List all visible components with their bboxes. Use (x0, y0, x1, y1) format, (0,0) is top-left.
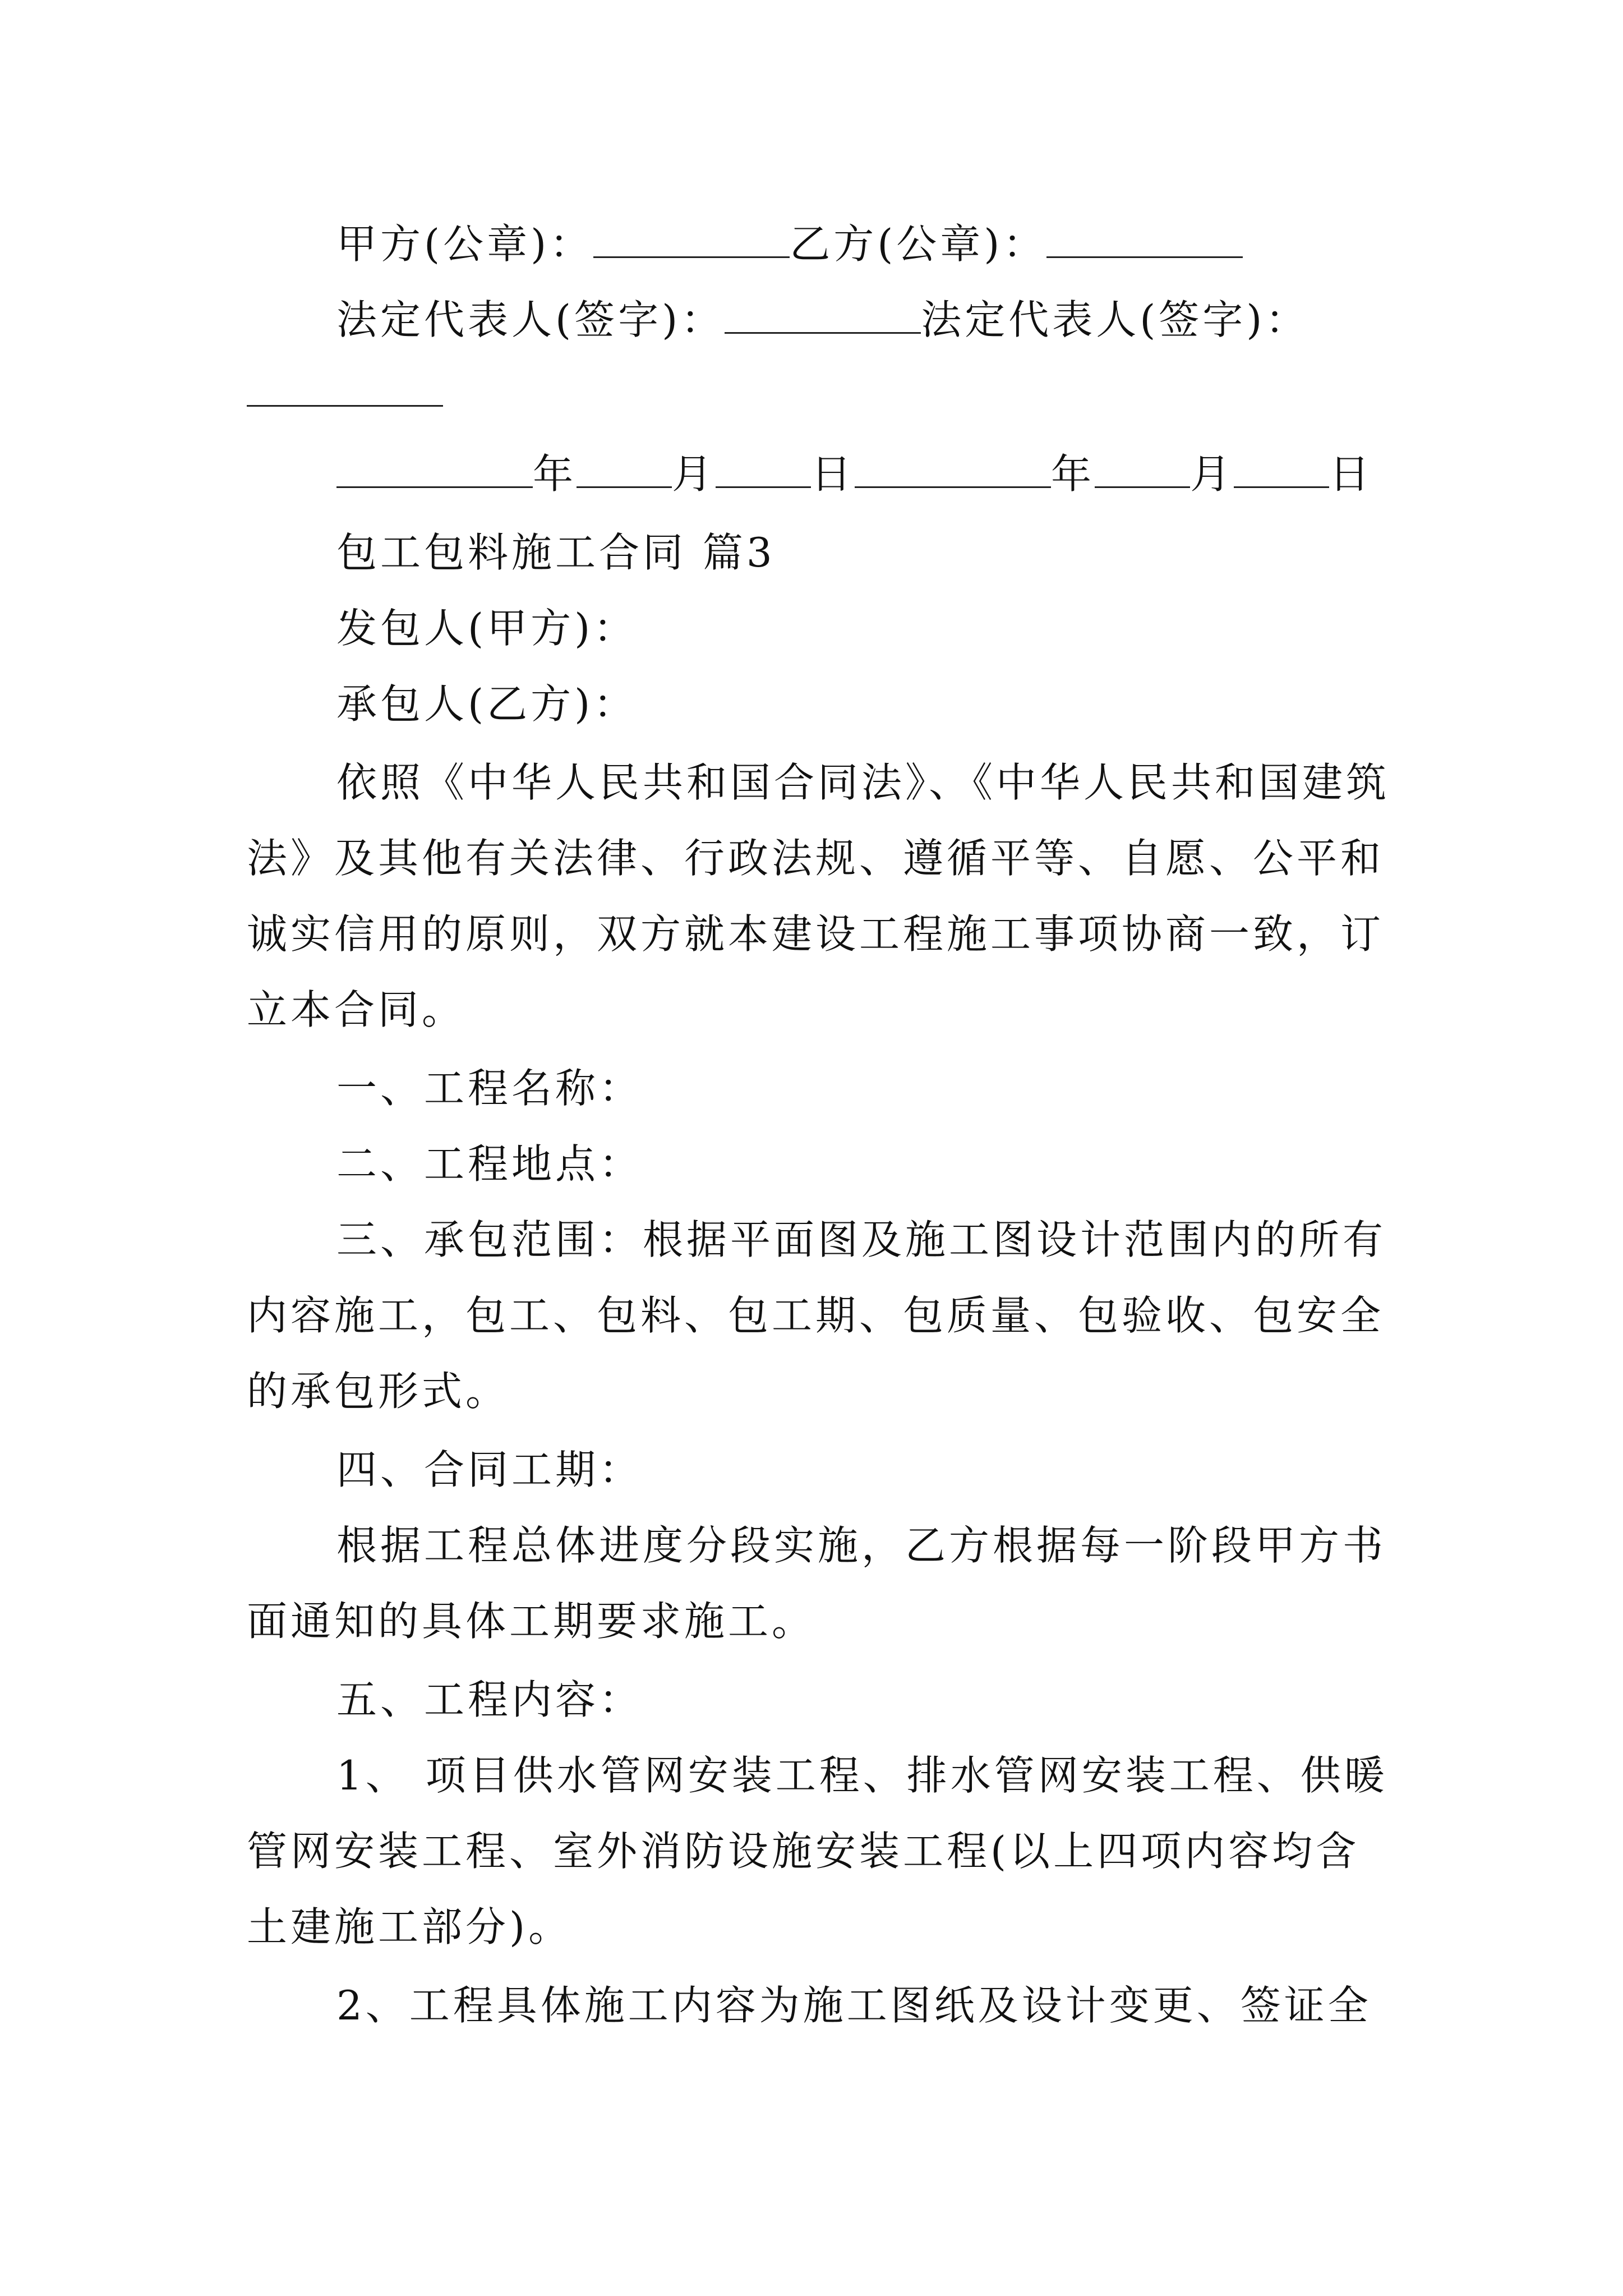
date-a-year-blank (336, 452, 533, 488)
clause-scope-line-3: 的承包形式。 (247, 1368, 510, 1415)
date-b-month-blank (1095, 452, 1190, 488)
preamble-line-1: 依照《中华人民共和国合同法》、《中华人民共和国建筑 (336, 759, 1390, 806)
party-b-seal-blank (1046, 222, 1243, 258)
clause-project-content: 五、工程内容： (336, 1676, 643, 1723)
legal-rep-b-label: 法定代表人(签字)： (921, 296, 1310, 343)
content-item-1-line-2: 管网安装工程、室外消防设施安装工程(以上四项内容均含 (247, 1828, 1360, 1875)
date-b-year-label: 年 (1051, 450, 1095, 498)
date-a-month-label: 月 (672, 450, 716, 498)
date-a-day-blank (716, 452, 811, 488)
clause-contract-period: 四、合同工期： (336, 1446, 643, 1493)
preamble-line-2: 法》及其他有关法律、行政法规、遵循平等、自愿、公平和 (247, 835, 1385, 882)
legal-rep-a-blank (725, 297, 921, 334)
legal-rep-b-blank-line (247, 367, 1623, 418)
party-a-seal-blank (593, 222, 790, 258)
content-item-2-line-1: 2、工程具体施工内容为施工图纸及设计变更、签证全 (336, 1982, 1372, 2029)
date-a-year-label: 年 (533, 450, 577, 498)
legal-rep-line (336, 295, 1623, 345)
party-b-seal-label: 乙方(公章)： (790, 220, 1047, 268)
preamble-line-3: 诚实信用的原则，双方就本建设工程施工事项协商一致，订 (247, 910, 1385, 958)
clause-scope-line-2: 内容施工，包工、包料、包工期、包质量、包验收、包安全 (247, 1292, 1385, 1339)
content-item-1-line-1: 1、 项目供水管网安装工程、排水管网安装工程、供暖 (336, 1752, 1388, 1799)
date-a-day-label: 日 (811, 450, 855, 498)
date-line (336, 449, 1623, 499)
clause-project-name: 一、工程名称： (336, 1065, 643, 1112)
date-b-year-blank (855, 452, 1051, 488)
contractor-label: 承包人(乙方)： (336, 680, 638, 728)
content-item-1-line-3: 土建施工部分)。 (247, 1903, 573, 1950)
legal-rep-b-blank (247, 370, 443, 407)
clause-scope-line-1: 三、承包范围：根据平面图及施工图设计范围内的所有 (336, 1216, 1387, 1263)
clause-period-body-line-2: 面通知的具体工期要求施工。 (247, 1598, 816, 1645)
date-b-day-blank (1234, 452, 1329, 488)
employer-label: 发包人(甲方)： (336, 605, 638, 652)
clause-period-body-line-1: 根据工程总体进度分段实施，乙方根据每一阶段甲方书 (336, 1522, 1387, 1569)
date-b-day-label: 日 (1329, 450, 1373, 498)
party-a-seal-label: 甲方(公章)： (336, 220, 594, 268)
preamble-line-4: 立本合同。 (247, 986, 466, 1033)
party-seal-line (336, 219, 1623, 269)
legal-rep-a-label: 法定代表人(签字)： (336, 296, 725, 343)
section-title: 包工包料施工合同 篇3 (336, 529, 776, 576)
date-b-month-label: 月 (1190, 450, 1234, 498)
clause-project-location: 二、工程地点： (336, 1140, 643, 1188)
date-a-month-blank (577, 452, 672, 488)
